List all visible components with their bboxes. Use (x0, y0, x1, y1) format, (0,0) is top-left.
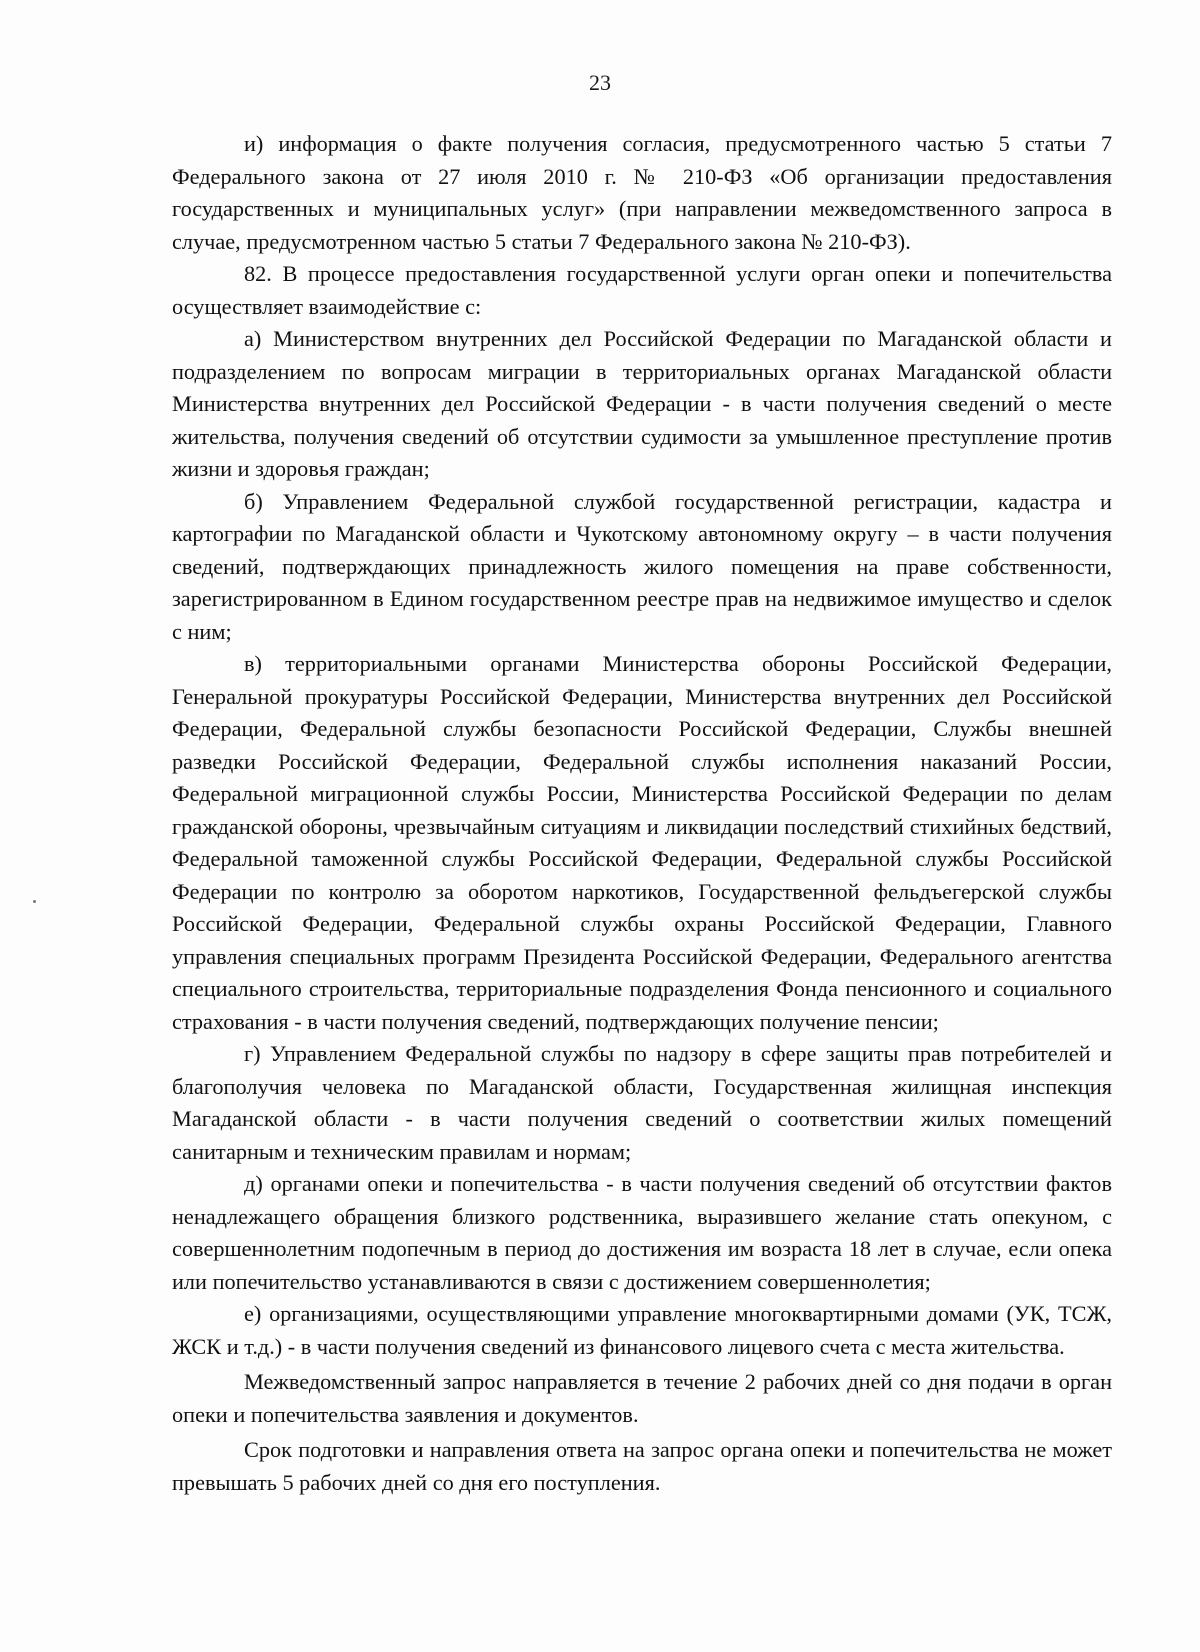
paragraph-item-b: б) Управлением Федеральной службой государственной регистрации, кадастра и картографии по Магаданской области и Чукотскому автономному округу – в части получения сведений, подтверждающих принадлежность жилого помещения на праве собственности, зарегистрированном в Едином государственном реестре прав на недвижимое имущество и сделок с ним; (172, 488, 1112, 644)
paragraph-item-i: и) информация о факте получения согласия, предусмотренного частью 5 статьи 7 Федерального закона от 27 июля 2010 г. № 210-ФЗ «Об организации предоставления государственных и муниципальных услуг» (при направлении межведомственного запроса в случае, предусмотренном частью 5 статьи 7 Федерального закона № 210-ФЗ). (172, 131, 1112, 254)
paragraph-82: 82. В процессе предоставления государственной услуги орган опеки и попечительства осуществляет взаимодействие с: (172, 261, 1112, 319)
page-number: 23 (589, 70, 611, 95)
paragraph-item-g: г) Управлением Федеральной службы по надзору в сфере защиты прав потребителей и благополучия человека по Магаданской области, Государственная жилищная инспекция Магаданской области - в части получения сведений о соответствии жилых помещений санитарным и техническим правилам и нормам; (172, 1041, 1112, 1164)
paragraph-response-deadline: Срок подготовки и направления ответа на запрос органа опеки и попечительства не может превышать 5 рабочих дней со дня его поступления. (172, 1437, 1112, 1495)
paragraph-request-deadline: Межведомственный запрос направляется в течение 2 рабочих дней со дня подачи в орган опеки и попечительства заявления и документов. (172, 1369, 1112, 1427)
paragraph-item-v: в) территориальными органами Министерства обороны Российской Федерации, Генеральной прокуратуры Российской Федерации, Министерства внутренних дел Российской Федерации, Федеральной службы безопасности Российской Федерации, Службы внешней разведки Российской Федерации, Федеральной службы исполнения наказаний России, Федеральной миграционной службы России, Министерства Российской Федерации по делам гражданской обороны, чрезвычайным ситуациям и ликвидации последствий стихийных бедствий, Федеральной таможенной службы Российской Федерации, Федеральной службы Российской Федерации по контролю за оборотом наркотиков, Государственной фельдъегерской службы Российской Федерации, Федеральной службы охраны Российской Федерации, Главного управления специальных программ Президента Российской Федерации, Федерального агентства специального строительства, территориальные подразделения Фонда пенсионного и социального страхования - в части получения сведений, подтверждающих получение пенсии; (172, 651, 1112, 1034)
paragraph-item-a: а) Министерством внутренних дел Российской Федерации по Магаданской области и подразделением по вопросам миграции в территориальных органах Магаданской области Министерства внутренних дел Российской Федерации - в части получения сведений о месте жительства, получения сведений об отсутствии судимости за умышленное преступление против жизни и здоровья граждан; (172, 326, 1112, 481)
scan-margin-mark (33, 900, 36, 903)
paragraph-item-d: д) органами опеки и попечительства - в части получения сведений об отсутствии фактов ненадлежащего обращения близкого родственника, выразившего желание стать опекуном, с совершеннолетним подопечным в период до достижения им возраста 18 лет в случае, если опека или попечительство устанавливаются в связи с достижением совершеннолетия; (172, 1171, 1112, 1294)
document-body (172, 128, 1112, 1499)
paragraph-item-e: е) организациями, осуществляющими управление многоквартирными домами (УК, ТСЖ, ЖСК и т.д.) - в части получения сведений из финансового лицевого счета с места жительства. (172, 1301, 1112, 1359)
